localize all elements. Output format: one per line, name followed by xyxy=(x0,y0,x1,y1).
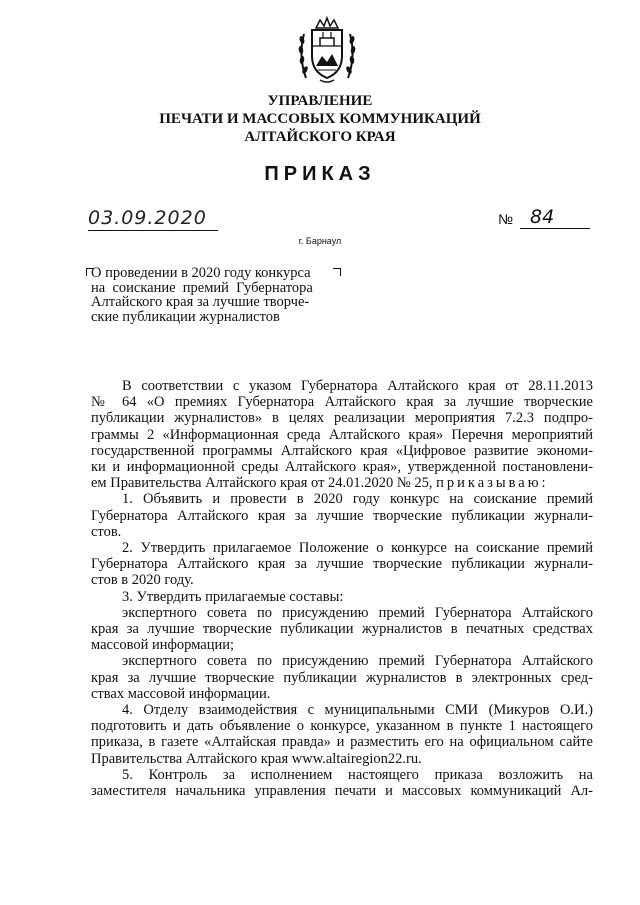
body-line: публикации журналистов» в целях реализации мероприятия 7.2.3 подпро- xyxy=(91,410,593,427)
item-3a-line: края за лучшие творческие публикации журналистов в печатных средствах xyxy=(91,621,593,638)
item-3a-line: массовой информации; xyxy=(91,637,235,654)
agency-line-2: ПЕЧАТИ И МАССОВЫХ КОММУНИКАЦИЙ xyxy=(159,111,481,127)
item-3-line: 3. Утвердить прилагаемые составы: xyxy=(122,588,344,605)
subject-line: Алтайского края за лучшие творче- xyxy=(91,294,310,310)
item-4-line: Правительства Алтайского края www.altairegion22.ru. xyxy=(91,750,422,767)
order-number-label: № xyxy=(498,211,514,227)
item-3b-line: экспертного совета по присуждению премий Губернатора Алтайского xyxy=(122,653,593,670)
item-3b-line: ствах массовой информации. xyxy=(91,685,271,702)
coat-of-arms-emblem xyxy=(296,16,358,86)
subject-line: ские публикации журналистов xyxy=(91,308,280,325)
body-line xyxy=(91,475,593,491)
item-3a-line: экспертного совета по присуждению премий Губернатора Алтайского xyxy=(122,604,593,621)
item-2-line: стов в 2020 году. xyxy=(91,572,194,589)
order-directive-word: приказываю: xyxy=(436,475,549,492)
subject-line: О проведении в 2020 году конкурса xyxy=(91,265,311,281)
body-line: В соответствии с указом Губернатора Алтайского края от 28.11.2013 xyxy=(122,378,593,394)
item-5-line: 5. Контроль за исполнением настоящего приказа возложить на xyxy=(122,766,593,783)
body-line-text: ем Правительства Алтайского края от 24.01.2020 № 25, xyxy=(91,475,437,492)
item-1-line: стов. xyxy=(91,523,122,540)
body-line: ки и информационной среды Алтайского края», утвержденной постановлени- xyxy=(91,459,593,476)
item-4-line: приказа, в газете «Алтайская правда» и разместить его на официальном сайте xyxy=(91,734,593,751)
order-subject xyxy=(91,266,341,324)
order-body xyxy=(91,378,593,799)
item-5-line: заместителя начальника управления печати и массовых коммуникаций Ал- xyxy=(91,783,593,800)
agency-line-3: АЛТАЙСКОГО КРАЯ xyxy=(244,129,396,145)
item-1-line: Губернатора Алтайского края за лучшие творческие публикации журнали- xyxy=(91,507,593,524)
item-4-line: подготовить и дать объявление о конкурсе, указанном в пункте 1 настоящего xyxy=(91,718,593,735)
body-line: граммы 2 «Информационная среда Алтайского края» Перечня мероприятий xyxy=(91,426,593,443)
item-4-line: 4. Отделу взаимодействия с муниципальными СМИ (Микуров О.И.) xyxy=(122,702,593,719)
order-number: 84 xyxy=(520,205,590,229)
agency-line-1: УПРАВЛЕНИЕ xyxy=(267,93,373,109)
subject-line: на соискание премий Губернатора xyxy=(91,279,313,296)
document-type-title: ПРИКАЗ xyxy=(264,163,376,185)
item-2-line: 2. Утвердить прилагаемое Положение о конкурсе на соискание премий xyxy=(122,540,593,557)
body-line: государственной программы Алтайского края «Цифровое развитие экономи- xyxy=(91,442,593,459)
agency-name xyxy=(0,92,640,146)
item-2-line: Губернатора Алтайского края за лучшие творческие публикации журнали- xyxy=(91,556,593,573)
order-date: 03.09.2020 xyxy=(88,206,218,231)
item-1-line: 1. Объявить и провести в 2020 году конкурс на соискание премий xyxy=(122,491,593,508)
city: г. Барнаул xyxy=(298,236,342,246)
body-line: № 64 «О премиях Губернатора Алтайского края за лучшие творческие xyxy=(91,394,593,411)
item-3b-line: края за лучшие творческие публикации журналистов в электронных сред- xyxy=(91,669,593,686)
